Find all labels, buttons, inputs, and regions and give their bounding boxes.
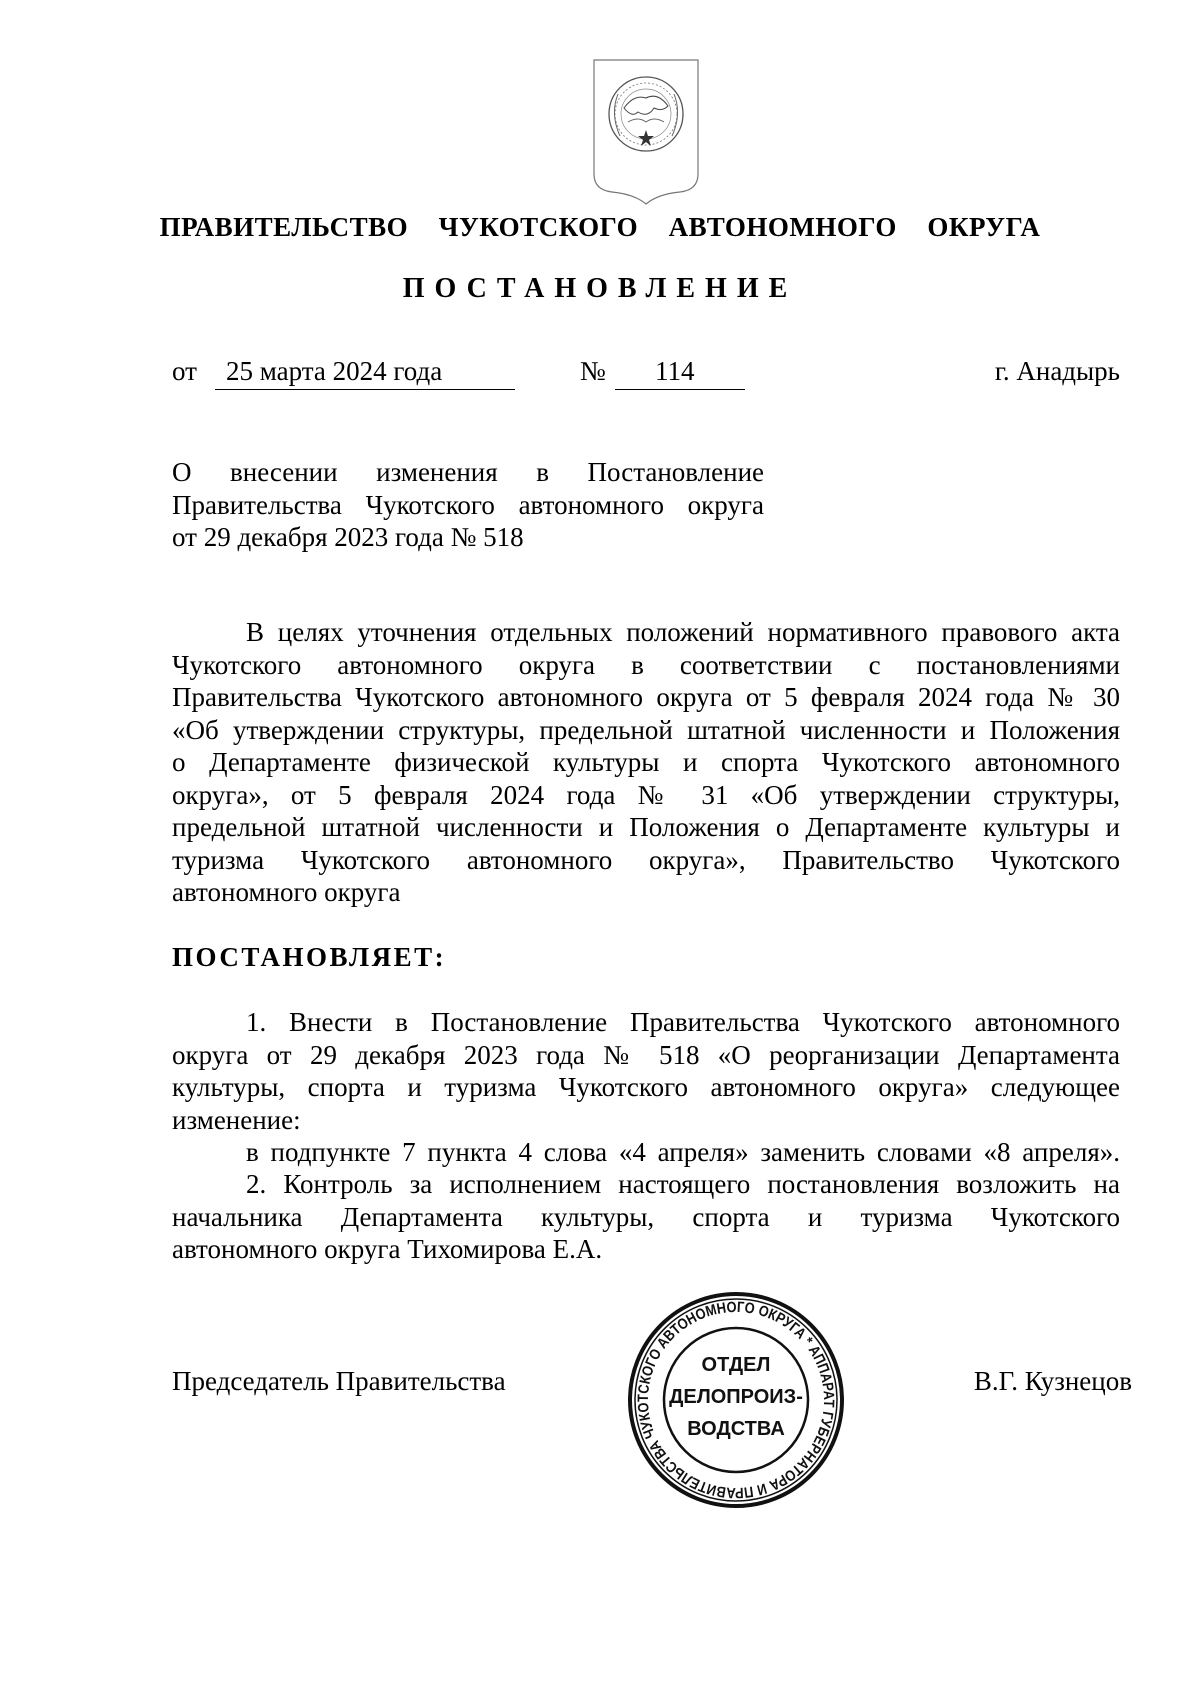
paragraph-line: округа от 29 декабря 2023 года № 518 «О реорганизации Департамента [172,1039,1120,1070]
seal-line: ОТДЕЛ [701,1354,771,1376]
subject-line: Правительства Чукотского автономного округа [172,489,764,520]
paragraph-line: туризма Чукотского автономного округа», Правительство Чукотского [172,844,1120,875]
date-prefix: от [172,356,197,386]
signatory-name: В.Г. Кузнецов [973,1366,1132,1396]
document-date-line [172,356,1120,396]
item-1-change [172,1136,1120,1169]
paragraph-line: в подпункте 7 пункта 4 слова «4 апреля» заменить словами «8 апреля». [246,1137,1120,1167]
paragraph-line: Правительства Чукотского автономного округа от 5 февраля 2024 года № 30 [172,682,1120,712]
paragraph-line: культуры, спорта и туризма Чукотского автономного округа» следующее [172,1072,1120,1102]
paragraph-line: округа», от 5 февраля 2024 года № 31 «Об утверждении структуры, [172,779,1120,810]
coat-of-arms-icon [588,56,704,206]
decides-heading: ПОСТАНОВЛЯЕТ: [172,942,447,972]
item-1-paragraph [172,1006,1120,1136]
document-city: г. Анадырь [994,356,1120,386]
seal-line: ВОДСТВА [687,1418,785,1440]
document-subject [172,456,764,554]
paragraph-line: 2. Контроль за исполнением настоящего постановления возложить на [246,1169,1120,1199]
government-title: ПРАВИТЕЛЬСТВО ЧУКОТСКОГО АВТОНОМНОГО ОКРУГА [159,212,1041,242]
paragraph-line: 1. Внести в Постановление Правительства Чукотского автономного [246,1007,1120,1037]
paragraph-line: начальника Департамента культуры, спорта и туризма Чукотского [172,1201,1120,1232]
subject-line: О внесении изменения в Постановление [172,457,764,487]
official-seal [622,1290,850,1510]
signatory-position: Председатель Правительства [172,1366,506,1396]
paragraph-line: В целях уточнения отдельных положений нормативного правового акта [246,617,1120,647]
paragraph-line: изменение: [172,1104,301,1135]
document-number: 114 [615,356,745,390]
paragraph-line: автономного округа Тихомирова Е.А. [172,1234,603,1264]
document-date: 25 марта 2024 года [215,356,515,390]
paragraph-line: о Департаменте физической культуры и спорта Чукотского автономного [172,747,1120,777]
paragraph-line: «Об утверждении структуры, предельной штатной численности и Положения [172,714,1120,745]
paragraph-line: автономного округа [172,877,401,907]
item-2-paragraph [172,1168,1120,1266]
seal-ring-text: АППАРАТ ГУБЕРНАТОРА И ПРАВИТЕЛЬСТВА ЧУКОТСКОГО АВТОНОМНОГО ОКРУГА * [634,1298,838,1502]
paragraph-line: предельной штатной численности и Положения о Департаменте культуры и [172,812,1120,842]
seal-line: ДЕЛОПРОИЗ- [669,1386,803,1408]
preamble-paragraph [172,616,1120,909]
number-sign: № [580,356,606,386]
paragraph-line: Чукотского автономного округа в соответствии с постановлениями [172,649,1120,680]
subject-line: от 29 декабря 2023 года № 518 [172,522,524,552]
document-type-title: ПОСТАНОВЛЕНИЕ [402,273,798,304]
